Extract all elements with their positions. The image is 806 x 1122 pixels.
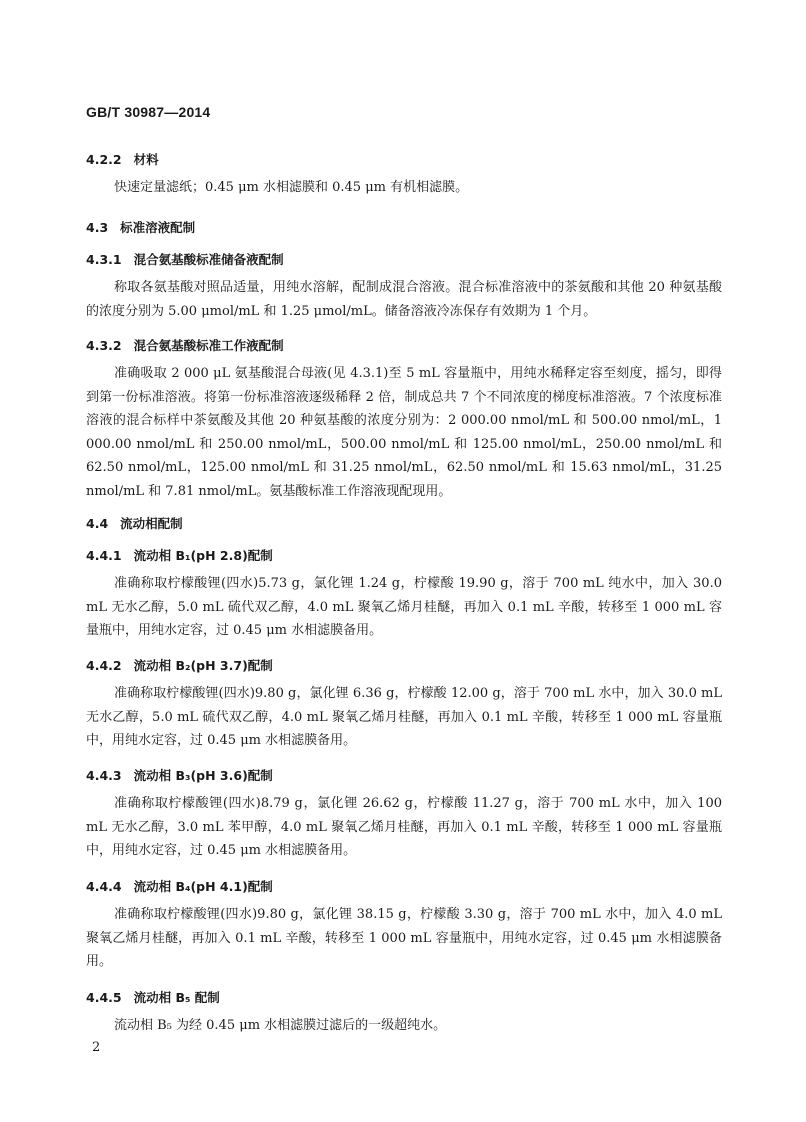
section-number: 4.2.2 (86, 152, 122, 167)
section-title: 混合氨基酸标准工作液配制 (133, 338, 284, 353)
section-title: 流动相 B₅ 配制 (133, 990, 220, 1005)
section-number: 4.4.3 (86, 768, 122, 783)
section-heading-4-4-5 (86, 988, 220, 1006)
section-number: 4.4.5 (86, 990, 122, 1005)
standard-code: GB/T 30987—2014 (86, 104, 211, 120)
section-heading-4-4-2 (86, 656, 273, 674)
section-heading-4-3-2 (86, 336, 284, 354)
paragraph-working-solution: 准确吸取 2 000 μL 氨基酸混合母液(见 4.3.1)至 5 mL 容量瓶中，用纯水稀释定容至刻度，摇匀，即得到第一份标准溶液。将第一份标准溶液逐级稀释 2 倍，制成总共 7 个不同浓度的梯度标准溶液。7 个浓度标准溶液的混合标样中茶氨酸及其他 20 种氨基酸的浓度分别为：2 000.00 nmol/mL 和 500.00 nmol/mL，1 000.00 nmol/mL 和 250.00 nmol/mL，500.00 nmol/mL 和 125.00 nmol/mL，250.00 nmol/mL 和 62.50 nmol/mL，125.00 nmol/mL 和 31.25 nmol/mL，62.50 nmol/mL 和 15.63 nmol/mL，31.25 nmol/mL 和 7.81 nmol/mL。氨基酸标准工作溶液现配现用。 (86, 366, 722, 499)
section-heading-4-4-4 (86, 877, 273, 895)
section-number: 4.4.4 (86, 879, 122, 894)
section-number: 4.4.1 (86, 548, 122, 563)
section-title: 流动相 B₃(pH 3.6)配制 (133, 768, 273, 783)
section-heading-4-4-3 (86, 766, 273, 784)
section-title: 流动相 B₄(pH 4.1)配制 (133, 879, 273, 894)
section-title: 流动相 B₁(pH 2.8)配制 (133, 548, 273, 563)
section-number: 4.3.1 (86, 252, 122, 267)
section-number: 4.4 (86, 516, 109, 531)
paragraph-mobile-phase-b2: 准确称取柠檬酸锂(四水)9.80 g，氯化锂 6.36 g，柠檬酸 12.00 g，溶于 700 mL 水中，加入 30.0 mL 无水乙醇，5.0 mL 硫代双乙醇，4.0 mL 聚氧乙烯月桂醚，再加入 0.1 mL 辛酸，转移至 1 000 mL 容量瓶中，用纯水定容，过 0.45 μm 水相滤膜备用。 (86, 686, 722, 748)
page-number: 2 (92, 1040, 101, 1055)
section-title: 流动相 B₂(pH 3.7)配制 (133, 658, 273, 673)
section-heading-4-4 (86, 514, 183, 532)
section-heading-4-4-1 (86, 546, 273, 564)
section-title: 标准溶液配制 (120, 220, 196, 235)
paragraph-mobile-phase-b1: 准确称取柠檬酸锂(四水)5.73 g，氯化锂 1.24 g，柠檬酸 19.90 g，溶于 700 mL 纯水中，加入 30.0 mL 无水乙醇，5.0 mL 硫代双乙醇，4.0 mL 聚氧乙烯月桂醚，再加入 0.1 mL 辛酸，转移至 1 000 mL 容量瓶中，用纯水定容，过 0.45 μm 水相滤膜备用。 (86, 576, 722, 638)
section-number: 4.3 (86, 220, 109, 235)
section-title: 混合氨基酸标准储备液配制 (133, 252, 284, 267)
section-heading-4-3 (86, 218, 195, 236)
section-title: 流动相配制 (120, 516, 183, 531)
paragraph-mobile-phase-b5: 流动相 B₅ 为经 0.45 μm 水相滤膜过滤后的一级超纯水。 (114, 1018, 447, 1033)
section-heading-4-2-2 (86, 150, 159, 168)
section-heading-4-3-1 (86, 250, 284, 268)
paragraph-mobile-phase-b3: 准确称取柠檬酸锂(四水)8.79 g，氯化锂 26.62 g，柠檬酸 11.27 g，溶于 700 mL 水中，加入 100 mL 无水乙醇，3.0 mL 苯甲醇，4.0 mL 聚氧乙烯月桂醚，再加入 0.1 mL 辛酸，转移至 1 000 mL 容量瓶中，用纯水定容，过 0.45 μm 水相滤膜备用。 (86, 796, 722, 858)
paragraph-materials: 快速定量滤纸；0.45 μm 水相滤膜和 0.45 μm 有机相滤膜。 (114, 180, 469, 195)
paragraph-mobile-phase-b4: 准确称取柠檬酸锂(四水)9.80 g，氯化锂 38.15 g，柠檬酸 3.30 g，溶于 700 mL 水中，加入 4.0 mL 聚氧乙烯月桂醚，再加入 0.1 mL 辛酸，转移至 1 000 mL 容量瓶中，用纯水定容，过 0.45 μm 水相滤膜备用。 (86, 907, 722, 969)
section-title: 材料 (133, 152, 159, 167)
section-number: 4.4.2 (86, 658, 122, 673)
section-number: 4.3.2 (86, 338, 122, 353)
paragraph-stock-solution: 称取各氨基酸对照品适量，用纯水溶解，配制成混合溶液。混合标准溶液中的茶氨酸和其他 20 种氨基酸的浓度分别为 5.00 μmol/mL 和 1.25 μmol/mL。储备溶液冷冻保存有效期为 1 个月。 (86, 280, 722, 319)
